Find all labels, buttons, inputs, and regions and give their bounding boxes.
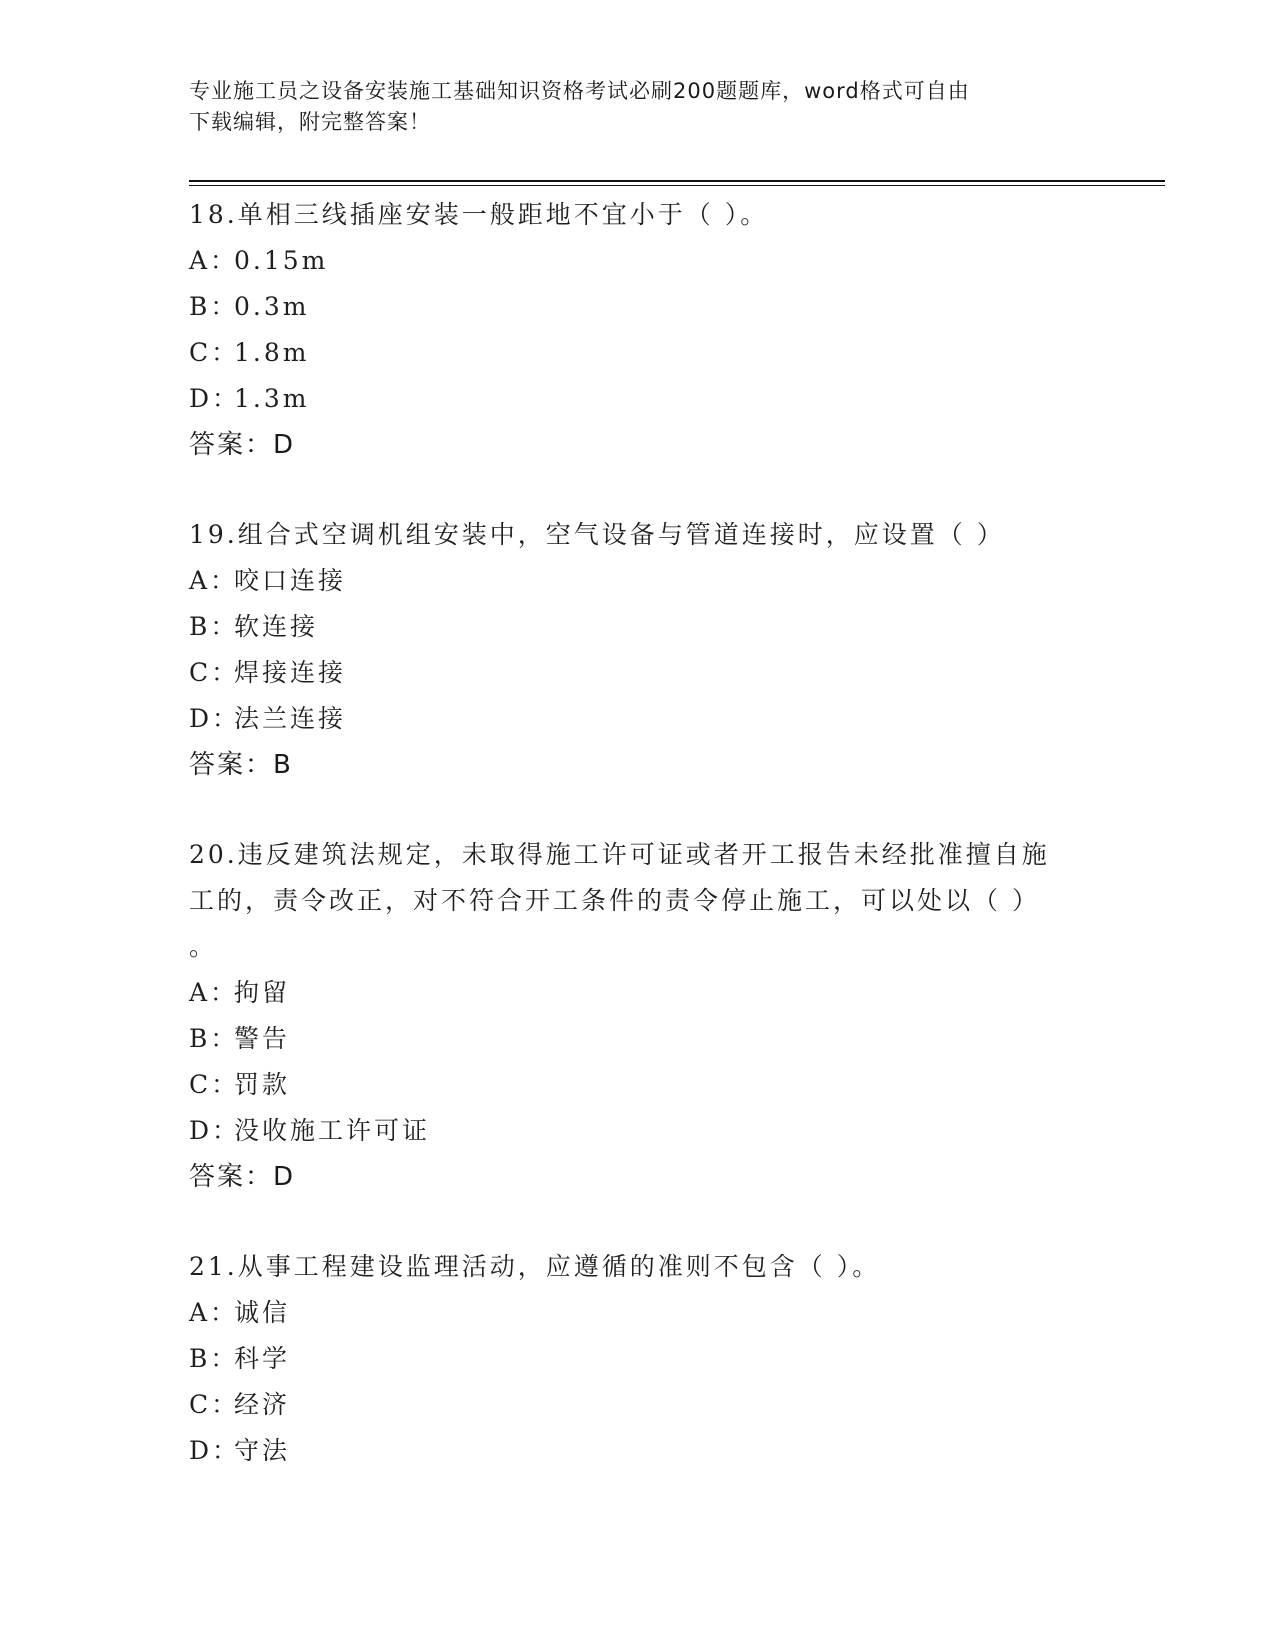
option-text: 警告 (234, 1024, 291, 1053)
option-a (189, 558, 1089, 604)
option-text: 焊接连接 (234, 658, 347, 687)
option-key: D： (189, 384, 241, 413)
question-stem-line-2: 工的，责令改正，对不符合开工条件的责令停止施工，可以处以（ ） (189, 886, 1040, 915)
option-text: 软连接 (234, 612, 319, 641)
option-c (189, 650, 1089, 696)
header-line-1: 专业施工员之设备安装施工基础知识资格考试必刷200题题库，word格式可自由 (189, 79, 970, 103)
option-a (189, 970, 1089, 1016)
option-key: C： (189, 1070, 240, 1099)
option-key: D： (189, 1436, 241, 1465)
option-b (189, 604, 1089, 650)
question-stem: 19.组合式空调机组安装中，空气设备与管道连接时，应设置（ ） (189, 520, 1005, 549)
answer-line: 答案：D (189, 1162, 296, 1192)
option-c (189, 1062, 1089, 1108)
option-text: 守法 (234, 1436, 291, 1465)
option-key: B： (189, 612, 239, 641)
option-b (189, 284, 1089, 330)
header-line-2: 下载编辑，附完整答案！ (189, 110, 431, 134)
question-stem-line-3: 。 (189, 932, 218, 961)
option-text: 科学 (234, 1344, 291, 1373)
option-d (189, 1428, 1089, 1474)
option-d (189, 1108, 1089, 1154)
option-text: 1.8m (234, 338, 310, 367)
option-b (189, 1016, 1089, 1062)
option-a (189, 238, 1089, 284)
header-divider-thin (189, 185, 1165, 186)
option-key: A： (189, 978, 239, 1007)
option-key: C： (189, 338, 240, 367)
option-text: 法兰连接 (234, 704, 347, 733)
option-text: 罚款 (234, 1070, 291, 1099)
option-text: 拘留 (234, 978, 291, 1007)
question-18 (189, 192, 1089, 468)
question-list (189, 192, 1089, 1518)
option-key: C： (189, 1390, 240, 1419)
option-text: 没收施工许可证 (234, 1116, 431, 1145)
question-stem: 21.从事工程建设监理活动，应遵循的准则不包含（ ）。 (189, 1252, 881, 1281)
option-text: 1.3m (234, 384, 310, 413)
option-key: A： (189, 1298, 239, 1327)
option-text: 经济 (234, 1390, 291, 1419)
question-stem: 18.单相三线插座安装一般距地不宜小于（ ）。 (189, 200, 769, 229)
option-c (189, 1382, 1089, 1428)
option-key: D： (189, 1116, 241, 1145)
option-key: A： (189, 566, 239, 595)
option-key: C： (189, 658, 240, 687)
option-text: 0.15m (234, 246, 329, 275)
option-key: D： (189, 704, 241, 733)
question-stem-line-1: 20.违反建筑法规定，未取得施工许可证或者开工报告未经批准擅自施 (189, 840, 1050, 869)
option-d (189, 376, 1089, 422)
option-key: B： (189, 1024, 239, 1053)
header-divider-thick (189, 180, 1165, 182)
option-c (189, 330, 1089, 376)
option-text: 0.3m (234, 292, 310, 321)
question-20 (189, 832, 1089, 1200)
option-key: A： (189, 246, 239, 275)
option-a (189, 1290, 1089, 1336)
question-21 (189, 1244, 1089, 1474)
document-header (189, 76, 1089, 138)
question-19 (189, 512, 1089, 788)
option-text: 咬口连接 (234, 566, 347, 595)
answer-line: 答案：B (189, 750, 293, 780)
option-key: B： (189, 1344, 239, 1373)
option-key: B： (189, 292, 239, 321)
answer-line: 答案：D (189, 430, 296, 460)
option-b (189, 1336, 1089, 1382)
option-text: 诚信 (234, 1298, 291, 1327)
option-d (189, 696, 1089, 742)
